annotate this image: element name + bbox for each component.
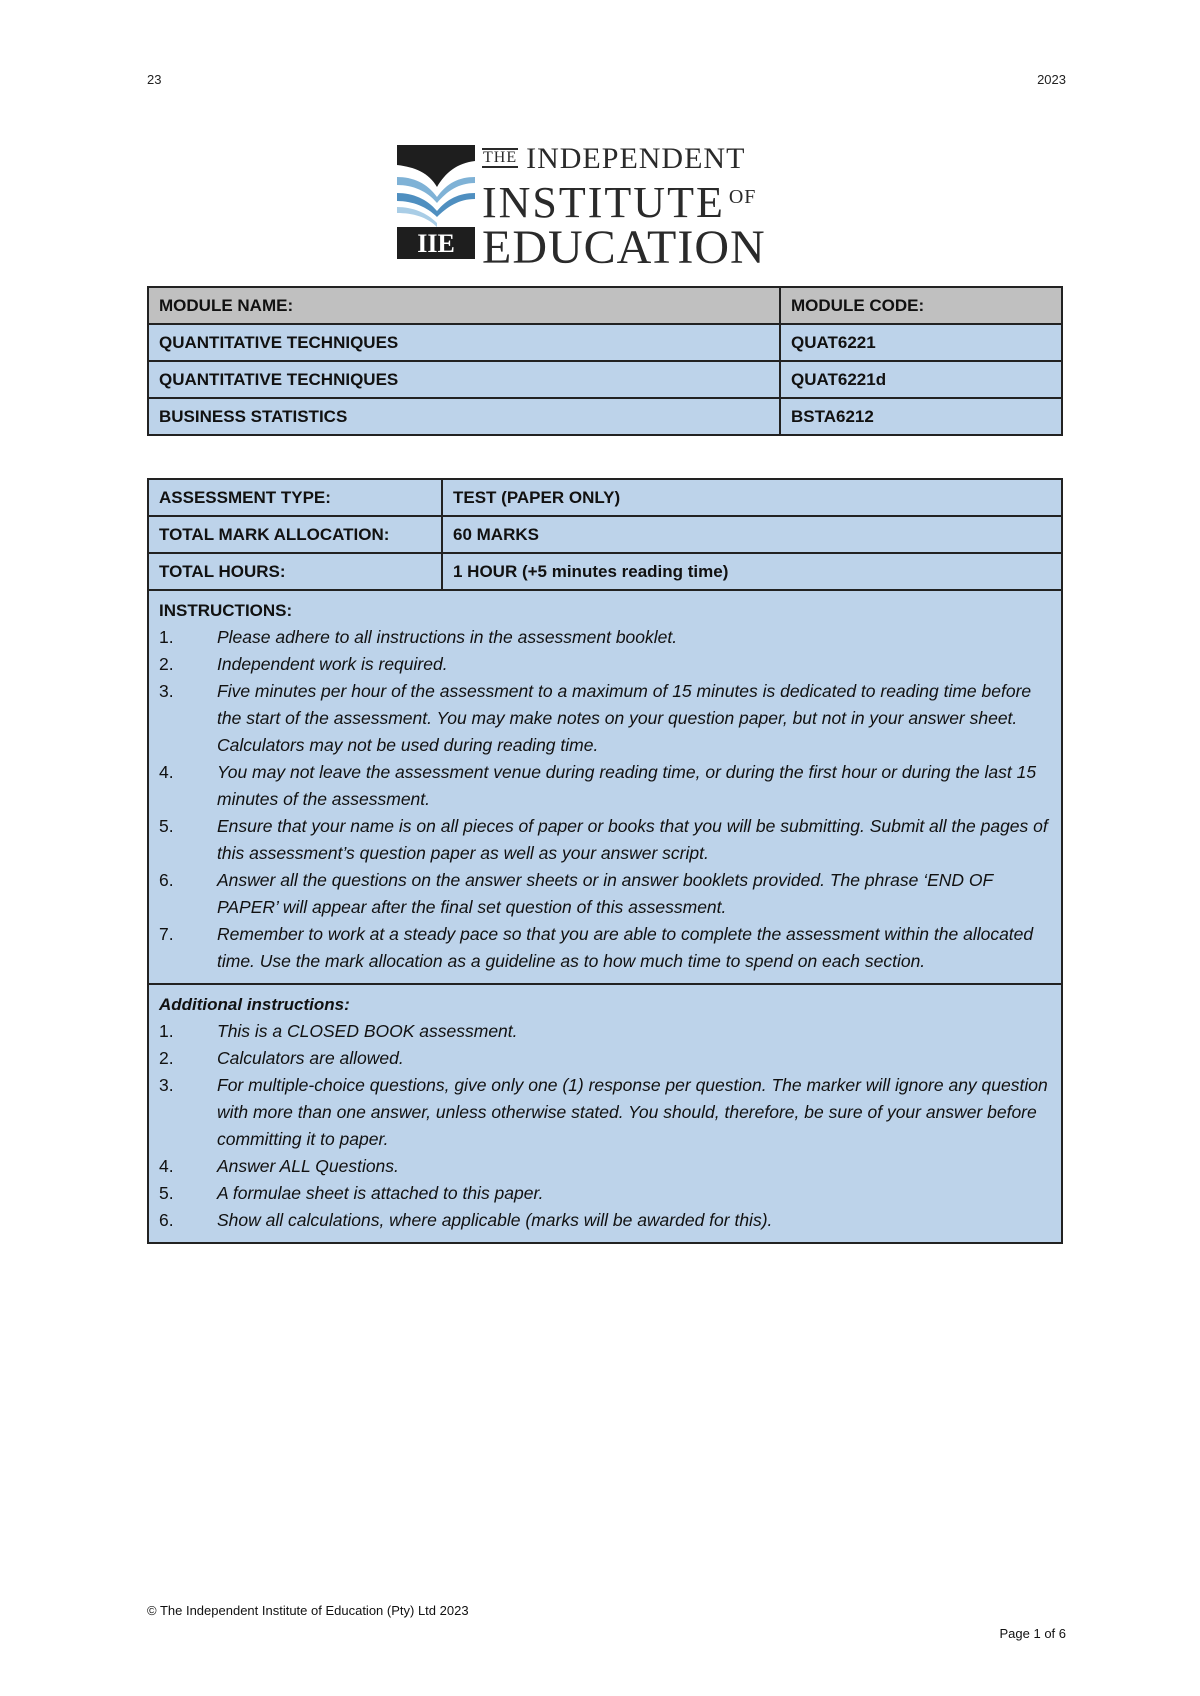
additional-instructions-list bbox=[159, 1018, 1051, 1234]
module-name-cell: QUANTITATIVE TECHNIQUES bbox=[148, 361, 780, 398]
assessment-type-value: TEST (PAPER ONLY) bbox=[442, 479, 1062, 516]
list-item: 5. A formulae sheet is attached to this paper. bbox=[159, 1183, 544, 1203]
svg-text:IIE: IIE bbox=[417, 229, 455, 258]
module-code-header: MODULE CODE: bbox=[780, 287, 1062, 324]
instructions-list bbox=[159, 624, 1051, 975]
instructions-row bbox=[148, 590, 1062, 984]
logo-of: OF bbox=[728, 186, 757, 208]
module-name-cell: BUSINESS STATISTICS bbox=[148, 398, 780, 435]
assessment-table bbox=[147, 478, 1063, 1244]
module-code-cell: BSTA6212 bbox=[780, 398, 1062, 435]
additional-instructions-section bbox=[148, 984, 1062, 1243]
list-item: 2. Calculators are allowed. bbox=[159, 1048, 404, 1068]
instructions-title: INSTRUCTIONS: bbox=[159, 601, 293, 620]
module-code-cell: QUAT6221d bbox=[780, 361, 1062, 398]
module-name-header: MODULE NAME: bbox=[148, 287, 780, 324]
list-item: 6. Show all calculations, where applicable (marks will be awarded for this). bbox=[159, 1210, 773, 1230]
header-right-year: 2023 bbox=[1037, 72, 1066, 87]
table-row bbox=[148, 516, 1062, 553]
list-item: 4. Answer ALL Questions. bbox=[159, 1156, 399, 1176]
logo-the: THE bbox=[483, 149, 518, 166]
table-row bbox=[148, 553, 1062, 590]
list-item: 3. For multiple-choice questions, give only one (1) response per question. The marker will ignore any question with more than one answer, unless otherwise stated. You should, therefore, be sure of your answer before committing it to paper. bbox=[159, 1075, 1048, 1149]
list-item: 1. Please adhere to all instructions in the assessment booklet. bbox=[159, 627, 678, 647]
list-item: 7. Remember to work at a steady pace so that you are able to complete the assessment within the allocated time. Use the mark allocation as a guideline as to how much time to spend on each section. bbox=[159, 924, 1034, 971]
iie-book-emblem-icon bbox=[397, 143, 482, 259]
logo-line-independent: INDEPENDENT bbox=[526, 142, 746, 175]
footer-page-number: Page 1 of 6 bbox=[999, 1626, 1066, 1641]
header-left-number: 23 bbox=[147, 72, 162, 87]
list-item: 1. This is a CLOSED BOOK assessment. bbox=[159, 1021, 518, 1041]
list-item: 5. Ensure that your name is on all pieces of paper or books that you will be submitting. Submit all the pages of this assessment’s question paper as well as your answer script. bbox=[159, 816, 1048, 863]
list-item: 4. You may not leave the assessment venue during reading time, or during the first hour or during the last 15 minutes of the assessment. bbox=[159, 762, 1037, 809]
list-item: 2. Independent work is required. bbox=[159, 654, 448, 674]
total-hours-label: TOTAL HOURS: bbox=[148, 553, 442, 590]
additional-instructions-row bbox=[148, 984, 1062, 1243]
list-item: 6. Answer all the questions on the answer sheets or in answer booklets provided. The phrase ‘END OF PAPER’ will appear after the final set question of this assessment. bbox=[159, 870, 993, 917]
table-row bbox=[148, 398, 1062, 435]
additional-instructions-title: Additional instructions: bbox=[159, 995, 350, 1014]
table-row bbox=[148, 479, 1062, 516]
total-hours-value: 1 HOUR (+5 minutes reading time) bbox=[442, 553, 1062, 590]
iie-logo bbox=[397, 142, 817, 274]
table-row bbox=[148, 361, 1062, 398]
module-code-cell: QUAT6221 bbox=[780, 324, 1062, 361]
assessment-type-label: ASSESSMENT TYPE: bbox=[148, 479, 442, 516]
table-row bbox=[148, 324, 1062, 361]
total-marks-label: TOTAL MARK ALLOCATION: bbox=[148, 516, 442, 553]
logo-line-institute: INSTITUTE bbox=[482, 178, 725, 227]
module-table bbox=[147, 286, 1063, 436]
module-name-cell: QUANTITATIVE TECHNIQUES bbox=[148, 324, 780, 361]
instructions-section bbox=[148, 590, 1062, 984]
list-item: 3. Five minutes per hour of the assessment to a maximum of 15 minutes is dedicated to reading time before the start of the assessment. You may make notes on your question paper, but not in your answer sheet. Calculators may not be used during reading time. bbox=[159, 681, 1032, 755]
footer-copyright: © The Independent Institute of Education (Pty) Ltd 2023 bbox=[147, 1603, 469, 1618]
logo-line-education: EDUCATION bbox=[482, 221, 766, 274]
module-table-header bbox=[148, 287, 1062, 324]
total-marks-value: 60 MARKS bbox=[442, 516, 1062, 553]
